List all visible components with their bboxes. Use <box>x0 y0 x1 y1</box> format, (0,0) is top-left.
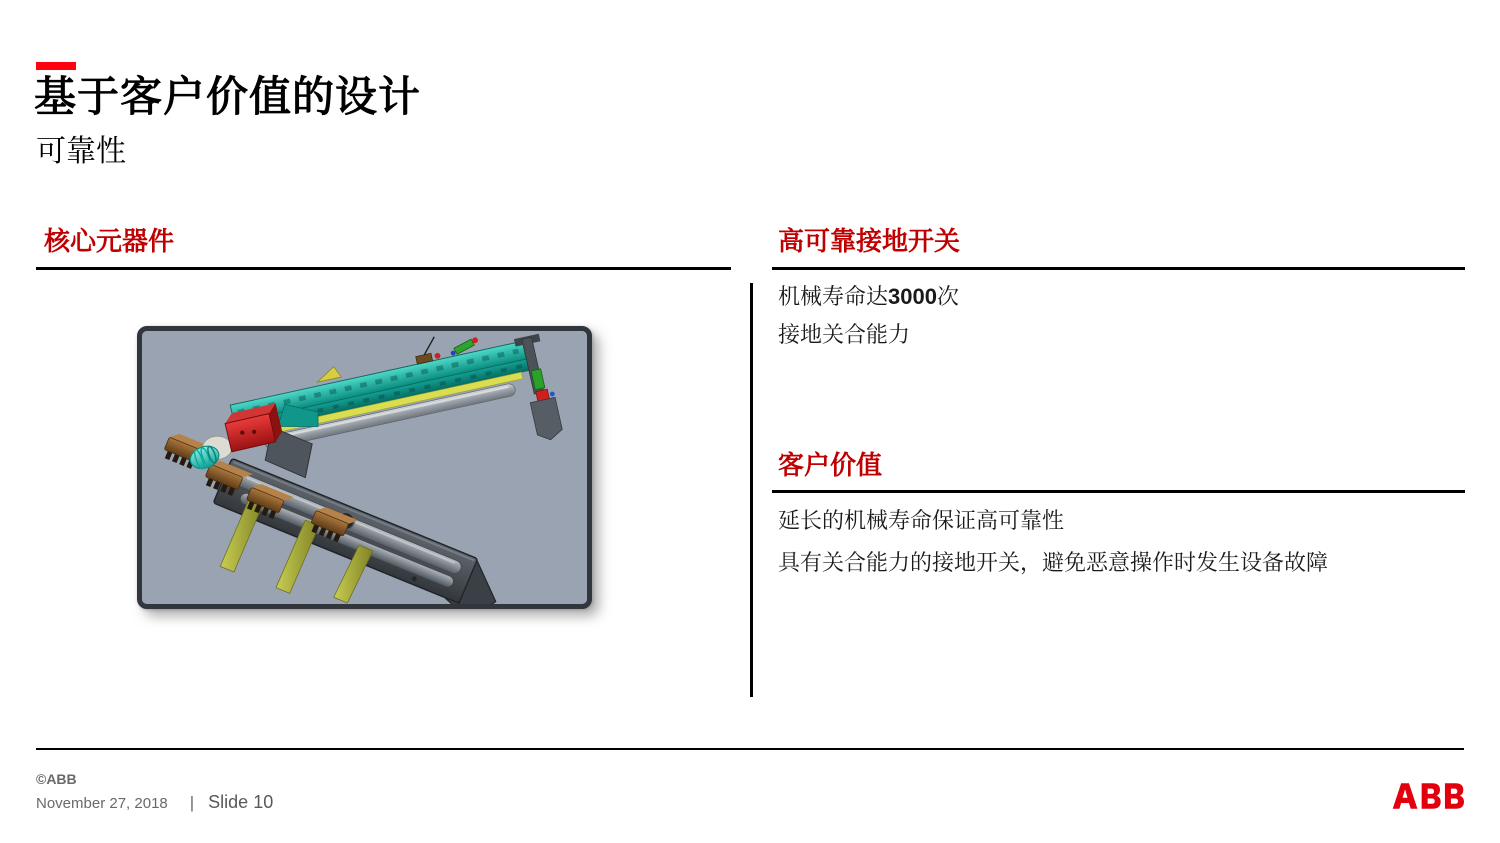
abb-logo-letter-b2 <box>1445 783 1464 808</box>
left-section-rule <box>36 267 731 270</box>
footer-date: November 27, 2018 <box>36 795 168 812</box>
left-section-header: 核心元器件 <box>44 227 175 256</box>
footer-date-row <box>36 791 273 815</box>
slide-subtitle: 可靠性 <box>36 135 126 168</box>
right-section1-header: 高可靠接地开关 <box>778 227 961 256</box>
abb-logo-letter-a <box>1393 783 1418 808</box>
abb-logo <box>1392 781 1464 811</box>
mechanical-life-suffix: 次 <box>936 284 959 309</box>
abb-logo-letter-b1 <box>1422 783 1441 808</box>
footer-copyright: ©ABB <box>36 771 77 787</box>
right-section2-header: 客户价值 <box>778 451 883 480</box>
footer-rule <box>36 748 1464 750</box>
cad-earthing-switch-illustration <box>142 331 587 604</box>
customer-value-line2: 具有关合能力的接地开关，避免恶意操作时发生设备故障 <box>778 550 1329 575</box>
mechanical-life-number: 3000 <box>888 284 937 309</box>
title-accent-dash <box>36 62 76 70</box>
mechanical-life-line <box>778 283 959 311</box>
cad-image-frame <box>137 326 592 609</box>
customer-value-line1: 延长的机械寿命保证高可靠性 <box>778 508 1065 533</box>
footer-slide-number: Slide 10 <box>208 792 274 812</box>
footer-separator: | <box>189 793 195 812</box>
right-section1-rule <box>772 267 1465 270</box>
making-capacity-line: 接地关合能力 <box>778 322 911 347</box>
right-section2-rule <box>772 490 1465 493</box>
mechanical-life-prefix: 机械寿命达 <box>778 284 889 309</box>
column-divider-rule <box>750 283 753 697</box>
abb-logo-graphic <box>1392 781 1464 811</box>
slide-title: 基于客户价值的设计 <box>34 75 422 121</box>
